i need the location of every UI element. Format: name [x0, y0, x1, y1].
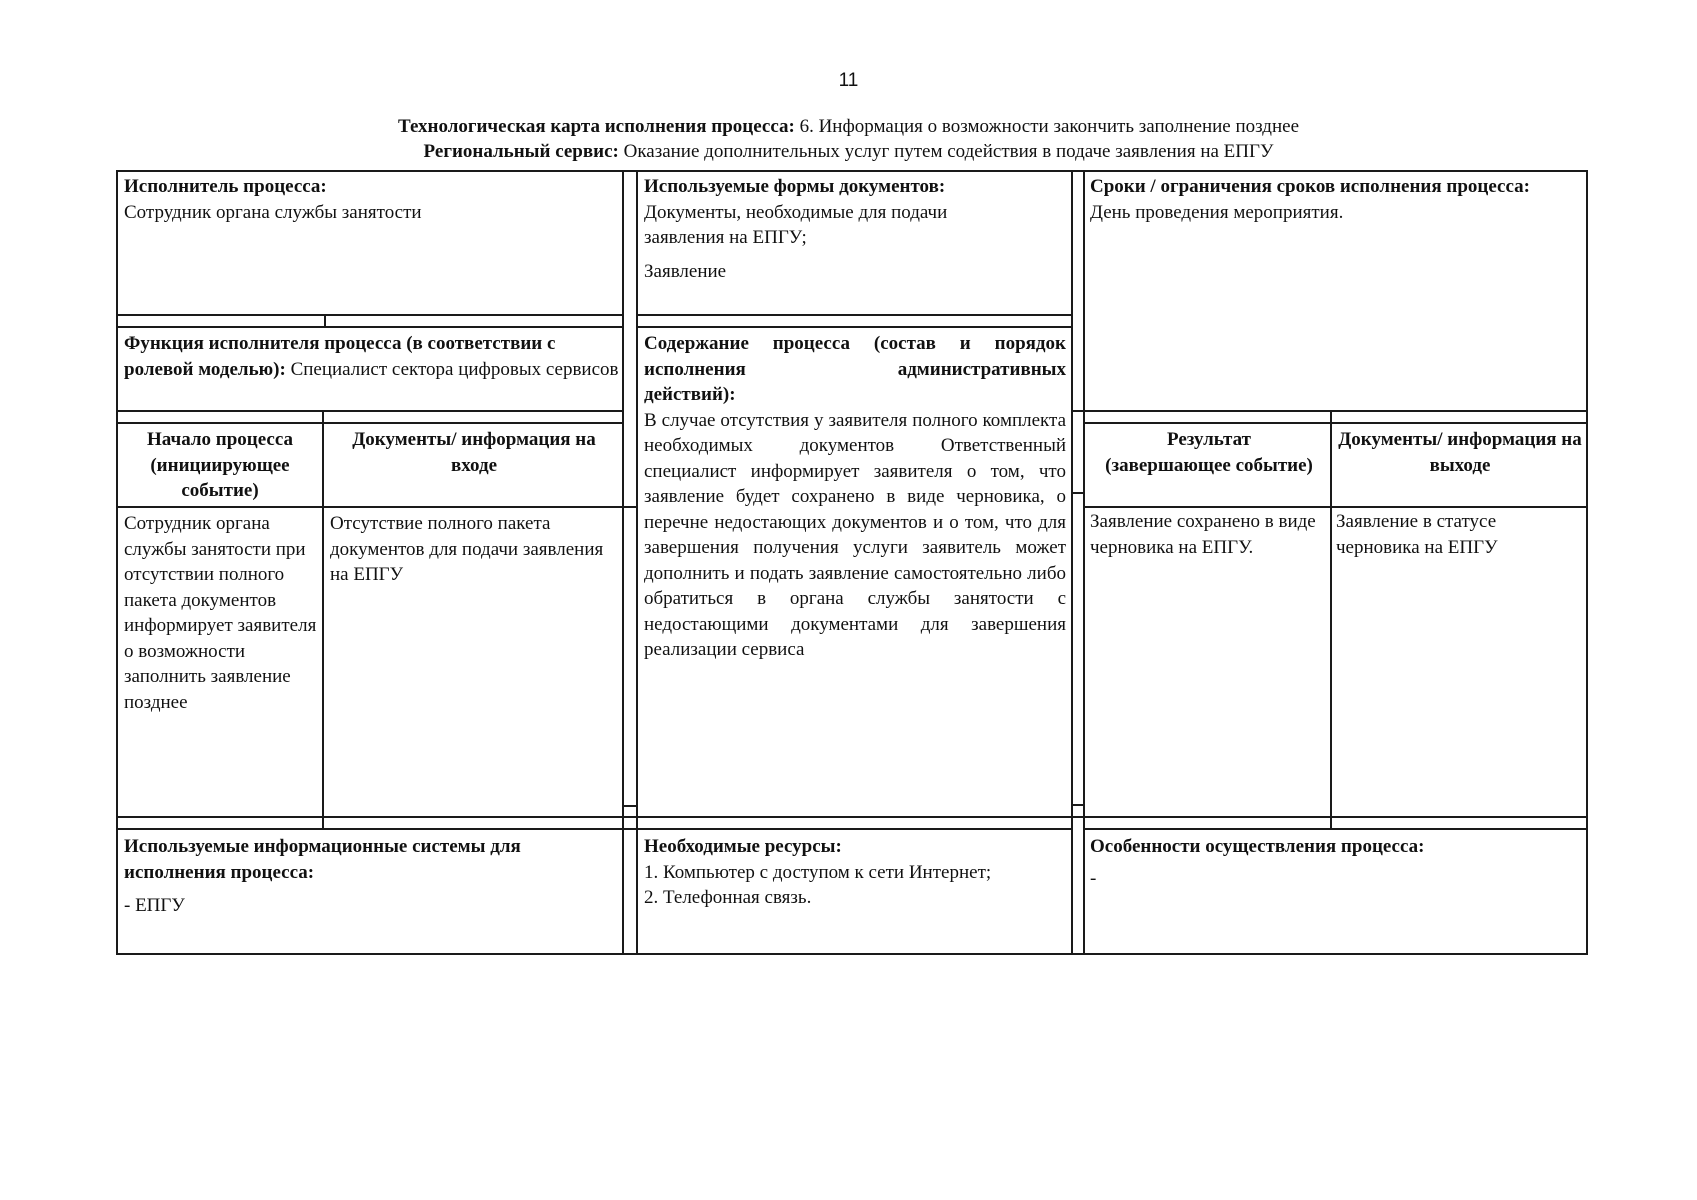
content-value: В случае отсутствия у заявителя полного комплекта необходимых документов Ответственный специалист информирует заявителя о том, что заявление будет сохранено в виде черновика, о перечне недостающих документов и о том, что для завершения получения услуги заявитель может дополнить и подать заявление самостоятельно либо обратиться в органа службы занятости с недостающими документами для завершения реализации сервиса: [644, 409, 1066, 660]
executor-cell: [124, 174, 614, 225]
features-cell: [1090, 834, 1580, 891]
docs-out-header: Документы/ информация на выходе: [1338, 429, 1582, 476]
resources-item-2: 2. Телефонная связь.: [644, 887, 812, 908]
regional-service-label: Региональный сервис:: [423, 141, 619, 162]
deadlines-value: День проведения мероприятия.: [1090, 201, 1344, 223]
docs-in-value: Отсутствие полного пакета документов для подачи заявления на ЕПГУ: [330, 513, 604, 585]
result-value: Заявление сохранено в виде черновика на ЕПГУ.: [1090, 511, 1316, 558]
content-label-line-2: исполнения административных: [644, 358, 1066, 380]
forms-value-1: Документы, необходимые для подачи заявления на ЕПГУ;: [644, 201, 948, 248]
process-card-title: [0, 115, 1697, 139]
docs-in-header: Документы/ информация на входе: [352, 429, 596, 476]
info-systems-value: - ЕПГУ: [124, 895, 185, 916]
features-value: -: [1090, 867, 1097, 889]
info-systems-cell: [124, 834, 620, 919]
deadlines-cell: [1090, 174, 1580, 225]
result-header: Результат (завершающее событие): [1105, 429, 1313, 476]
start-value: Сотрудник органа службы занятости при отсутствии полного пакета документов информирует заявителя о возможности заполнить заявление позднее: [124, 513, 317, 713]
process-card-title-value: 6. Информация о возможности закончить заполнение позднее: [799, 116, 1299, 137]
function-value: Специалист сектора цифровых сервисов: [290, 358, 619, 380]
forms-value-2: Заявление: [644, 260, 727, 282]
page-number: 11: [838, 70, 859, 91]
content-cell: [644, 331, 1066, 663]
function-label: Функция исполнителя процесса (в соответствии с ролевой моделью):: [124, 333, 556, 380]
start-header: Начало процесса (инициирующее событие): [146, 429, 294, 501]
content-label-line-3: действий):: [644, 384, 736, 405]
process-card-title-label: Технологическая карта исполнения процесса:: [398, 116, 795, 137]
content-label-line-1: Содержание процесса (состав и порядок: [644, 333, 1066, 354]
resources-item-1: 1. Компьютер с доступом к сети Интернет;: [644, 861, 992, 883]
features-label: Особенности осуществления процесса:: [1090, 836, 1425, 857]
executor-label: Исполнитель процесса:: [124, 176, 327, 197]
info-systems-label: Используемые информационные системы для исполнения процесса:: [124, 836, 521, 883]
executor-value: Сотрудник органа службы занятости: [124, 201, 422, 223]
forms-cell: [644, 174, 1064, 284]
resources-label: Необходимые ресурсы:: [644, 836, 842, 857]
resources-cell: [644, 834, 1068, 911]
forms-label: Используемые формы документов:: [644, 176, 946, 197]
regional-service-value: Оказание дополнительных услуг путем содействия в подаче заявления на ЕПГУ: [623, 141, 1274, 162]
regional-service-title: [0, 140, 1697, 164]
function-cell: [124, 331, 620, 382]
docs-out-value: Заявление в статусе черновика на ЕПГУ: [1336, 511, 1498, 558]
deadlines-label: Сроки / ограничения сроков исполнения процесса:: [1090, 176, 1530, 197]
